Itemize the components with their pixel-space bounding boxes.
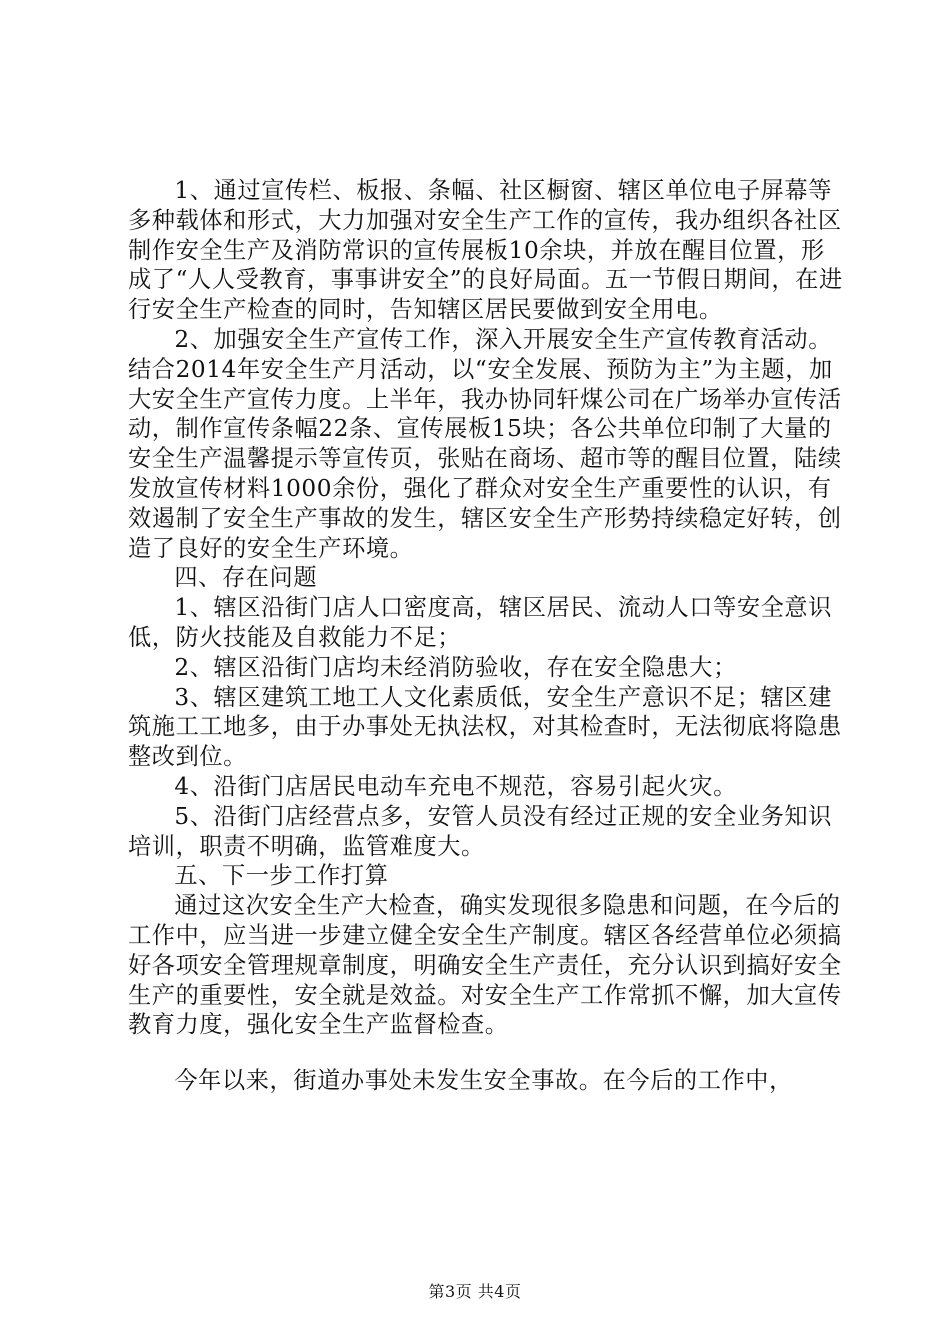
- page-number-footer: 第3页 共4页: [428, 1282, 522, 1301]
- problem-item-2: 2、辖区沿街门店均未经消防验收，存在安全隐患大；: [174, 653, 737, 681]
- problem-item-5: 5、沿街门店经营点多，安管人员没有经过正规的安全业务知识培训，职责不明确，监管难度大。: [128, 802, 833, 860]
- paragraph-publicity-activities: 2、加强安全生产宣传工作，深入开展安全生产宣传教育活动。结合2014年安全生产月活动，以“安全发展、预防为主”为主题，加大安全生产宣传力度。上半年，我办协同轩煤公司在广场举办宣传活动，制作宣传条幅22条、宣传展板15块；各公共单位印制了大量的安全生产温馨提示等宣传页，张贴在商场、超市等的醒目位置，陆续发放宣传材料1000余份，强化了群众对安全生产重要性的认识，有效遏制了安全生产事故的发生，辖区安全生产形势持续稳定好转，创造了良好的安全生产环境。: [128, 325, 842, 562]
- paragraph-publicity-channels: 1、通过宣传栏、板报、条幅、社区橱窗、辖区单位电子屏幕等多种载体和形式，大力加强对安全生产工作的宣传，我办组织各社区制作安全生产及消防常识的宣传展板10余块，并放在醒目位置，形成了“人人受教育，事事讲安全”的良好局面。五一节假日期间，在进行安全生产检查的同时，告知辖区居民要做到安全用电。: [128, 177, 843, 324]
- paragraph-closing: 今年以来，街道办事处未发生安全事故。在今后的工作中，: [174, 1067, 793, 1095]
- section-heading-next-steps: 五、下一步工作打算: [174, 862, 389, 890]
- paragraph-gap: [128, 1040, 848, 1066]
- paragraph-next-steps: 通过这次安全生产大检查，确实发现很多隐患和问题，在今后的工作中，应当进一步建立健全安全生产制度。辖区各经营单位必须搞好各项安全管理规章制度，明确安全生产责任，充分认识到搞好安全生产的重要性，安全就是效益。对安全生产工作常抓不懈，加大宣传教育力度，强化安全生产监督检查。: [128, 892, 842, 1039]
- problem-item-4: 4、沿街门店居民电动车充电不规范，容易引起火灾。: [174, 772, 737, 800]
- problem-item-1: 1、辖区沿街门店人口密度高，辖区居民、流动人口等安全意识低，防火技能及自救能力不足；: [128, 594, 833, 651]
- section-heading-problems: 四、存在问题: [174, 564, 318, 592]
- problem-item-3: 3、辖区建筑工地工人文化素质低，安全生产意识不足；辖区建筑施工工地多，由于办事处无执法权，对其检查时，无法彻底将隐患整改到位。: [128, 683, 842, 771]
- document-body: [128, 176, 848, 1096]
